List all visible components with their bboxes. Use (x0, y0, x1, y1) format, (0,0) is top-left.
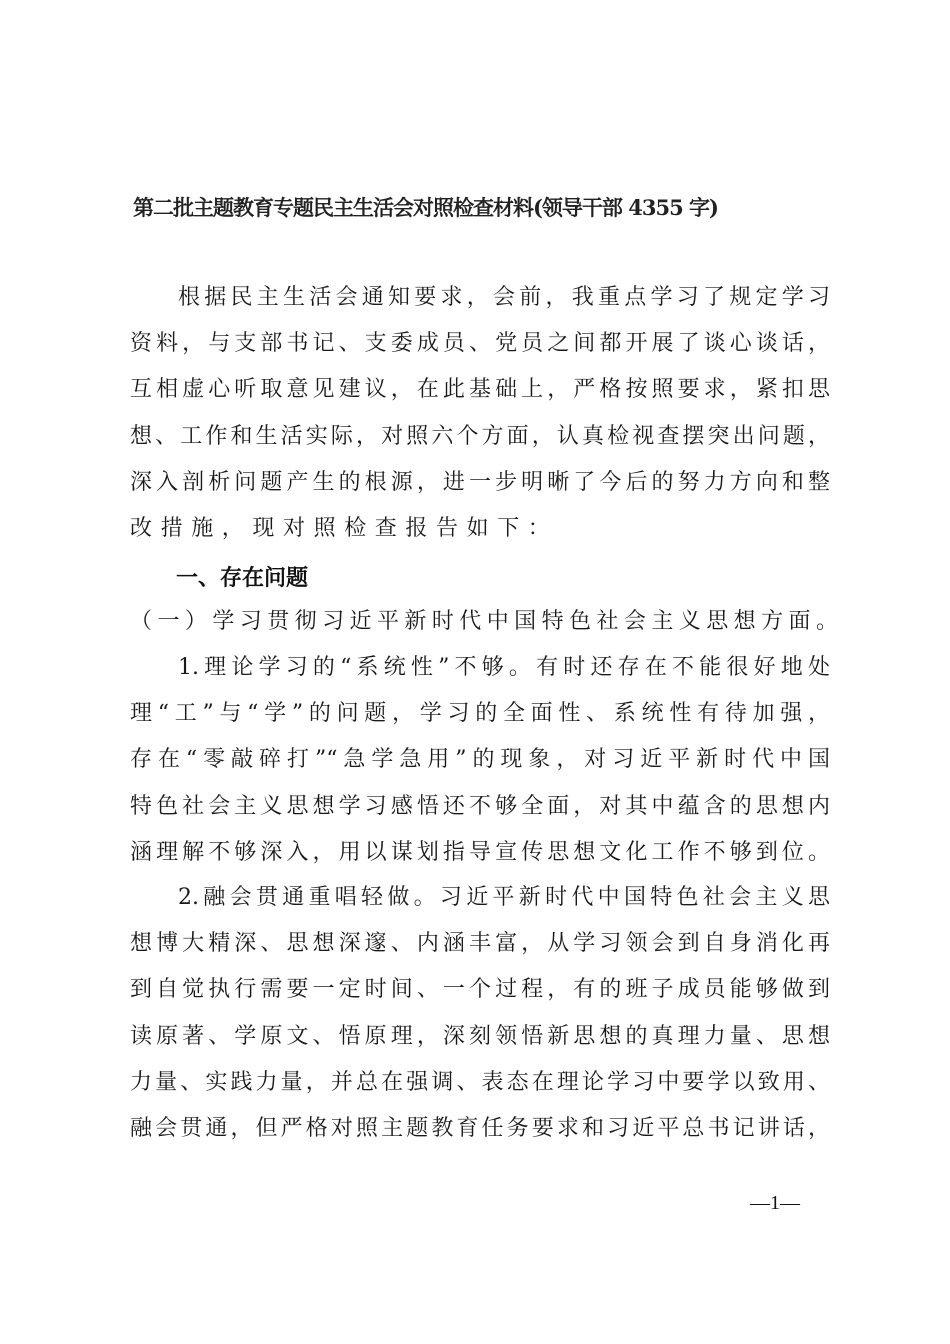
point-1-line: 特色社会主义思想学习感悟还不够全面，对其中蕴含的思想内 (130, 793, 830, 819)
point-2-line: 2.融会贯通重唱轻做。习近平新时代中国特色社会主义思 (178, 885, 830, 910)
point-1-line: 涵理解不够深入，用以谋划指导宣传思想文化工作不够到位。 (130, 839, 830, 865)
point-2-line: 想博大精深、思想深邃、内涵丰富，从学习领会到自身消化再 (130, 931, 830, 957)
point-2-line: 力量、实践力量，并总在强调、表态在理论学习中要学以致用、 (130, 1069, 830, 1095)
intro-line: 改措施，现对照检查报告如下： (130, 516, 559, 541)
point-1-line: 1.理论学习的“系统性”不够。有时还存在不能很好地处 (178, 655, 830, 680)
point-1-line: 理“工”与“学”的问题，学习的全面性、系统性有待加强， (130, 701, 830, 727)
point-2-line: 融会贯通，但严格对照主题教育任务要求和习近平总书记讲话， (130, 1116, 830, 1141)
point-1-line: 存在“零敲碎打”“急学急用”的现象，对习近平新时代中国 (130, 747, 830, 773)
intro-line: 想、工作和生活实际，对照六个方面，认真检视查摆突出问题， (130, 423, 830, 449)
intro-line: 深入剖析问题产生的根源，进一步明晰了今后的努力方向和整 (130, 469, 830, 495)
point-2-line: 到自觉执行需要一定时间、一个过程，有的班子成员能够做到 (130, 977, 830, 1003)
intro-line: 根据民主生活会通知要求，会前，我重点学习了规定学习 (178, 285, 830, 310)
section-heading: 一、存在问题 (176, 566, 309, 591)
point-2-line: 读原著、学原文、悟原理，深刻领悟新思想的真理力量、思想 (130, 1023, 830, 1049)
page-number: —1— (750, 1192, 800, 1214)
intro-line: 资料，与支部书记、支委成员、党员之间都开展了谈心谈话， (130, 331, 830, 357)
intro-line: 互相虚心听取意见建议，在此基础上，严格按照要求，紧扣思 (130, 377, 830, 403)
subsection-heading: （一）学习贯彻习近平新时代中国特色社会主义思想方面。 (130, 609, 838, 634)
document-title: 第二批主题教育专题民主生活会对照检查材料(领导干部 4355 字) (133, 195, 718, 220)
